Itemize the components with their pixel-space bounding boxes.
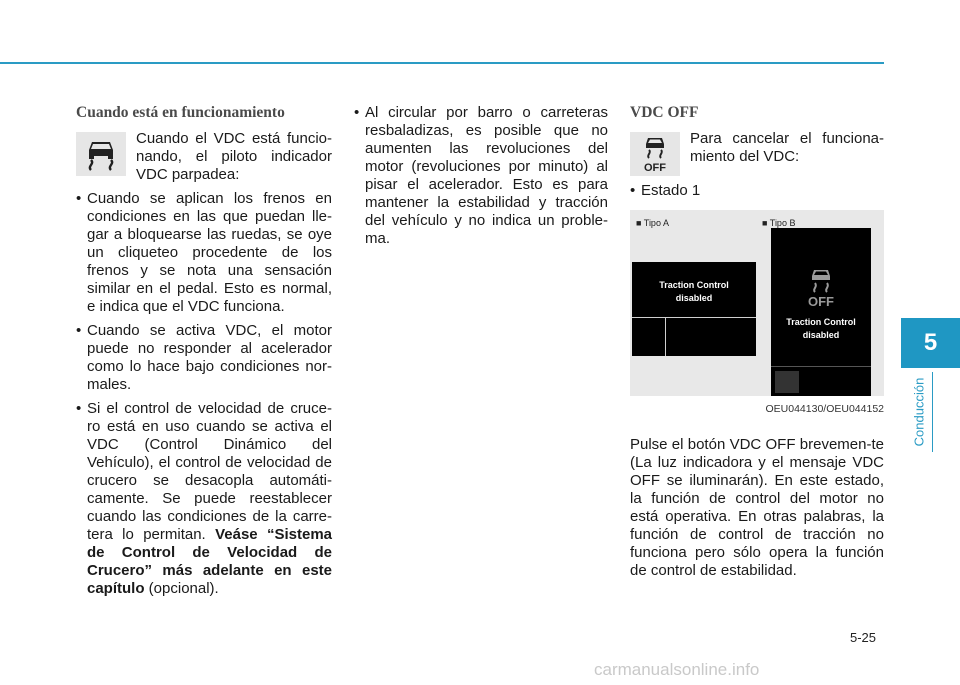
screen-a-divider <box>632 317 756 318</box>
list-item: • Cuando se activa VDC, el motor puede no responder al acelerador como lo hace bajo condiciones nor-males. <box>76 322 332 394</box>
intro-text: Cuando el VDC está funcio-nando, el piloto indicador VDC parpadea: <box>136 130 332 183</box>
section-heading-vdc-off: VDC OFF <box>630 104 699 121</box>
intro-text-off: Para cancelar el funciona-miento del VDC: <box>690 130 884 165</box>
bullet-list-2 <box>354 104 608 248</box>
screen-b-square <box>775 371 799 393</box>
header-rule <box>0 62 884 64</box>
svg-text:OFF: OFF <box>644 162 666 173</box>
list-item <box>76 400 332 598</box>
vdc-off-icon <box>630 132 680 176</box>
bullet-list-3 <box>630 182 884 200</box>
screen-b-divider <box>771 366 871 367</box>
list-item: • Cuando se aplican los frenos en condiciones en las que puedan lle-gar a bloquearse las ruedas, se oye un cliqueteo procedente de los frenos y se nota una sensación similar en el pedal. Esto es normal, e indica que el VDC funciona. <box>76 190 332 316</box>
cross-reference: Veáse “Sistema de Control de Velocidad de Crucero” más adelante en este capítulo <box>87 526 332 597</box>
list-item: • Estado 1 <box>630 182 884 200</box>
bullet-list-1 <box>76 190 332 598</box>
column-3 <box>630 104 884 580</box>
figure-label-a: ■ Tipo A <box>636 218 669 228</box>
figure-label-b: ■ Tipo B <box>762 218 796 228</box>
column-2 <box>354 104 608 254</box>
list-item: • Al circular por barro o carreteras resbaladizas, es posible que no aumenten las revoluciones del motor (revoluciones por minuto) al pisar el acelerador. Esto es para mantener la estabilidad y tracción del vehículo y no indica un proble-ma. <box>354 104 608 248</box>
screen-a-text-2: disabled <box>675 293 713 303</box>
intro-block <box>76 130 332 184</box>
screen-b-text-2: disabled <box>802 330 840 340</box>
page-number: 5-25 <box>850 630 877 645</box>
bullet-text: Si el control de velocidad de cruce-ro está en uso cuando se activa el VDC (Control Dinámico del Vehículo), el control de velocidad de crucero se desacopla automáti-camente. Se puede reestablecer cuando las condiciones de la carre-tera lo permitan. <box>87 400 332 543</box>
chapter-tab[interactable]: 5 <box>901 318 960 368</box>
screen-b-off: OFF <box>808 294 834 309</box>
figure-caption: OEU044130/OEU044152 <box>765 403 884 415</box>
section-heading-operation: Cuando está en funcionamiento <box>76 104 285 121</box>
cluster-display-type-b <box>771 228 871 396</box>
watermark[interactable]: carmanualsonline.info <box>594 660 760 679</box>
screen-a-text-1: Traction Control <box>659 280 729 290</box>
chapter-divider <box>932 372 933 452</box>
screen-b-text-1: Traction Control <box>786 317 856 327</box>
screen-a-divider-vertical <box>665 318 666 356</box>
bullet-text-end: (opcional). <box>144 580 219 597</box>
chapter-label: Conducción <box>911 377 927 447</box>
vdc-off-paragraph: Pulse el botón VDC OFF brevemen-te (La luz indicadora y el mensaje VDC OFF se iluminarán). En este estado, la función de control del motor no está operativa. En otras palabras, la función de control de tracción no funciona pero sólo opera la función de control de estabilidad. <box>630 436 884 579</box>
cluster-display-type-a <box>632 262 756 356</box>
column-1 <box>76 104 332 604</box>
vdc-skid-car-icon <box>76 132 126 176</box>
intro-block-off <box>630 130 884 176</box>
vdc-off-display-icon <box>807 268 835 317</box>
display-figure <box>630 210 884 396</box>
